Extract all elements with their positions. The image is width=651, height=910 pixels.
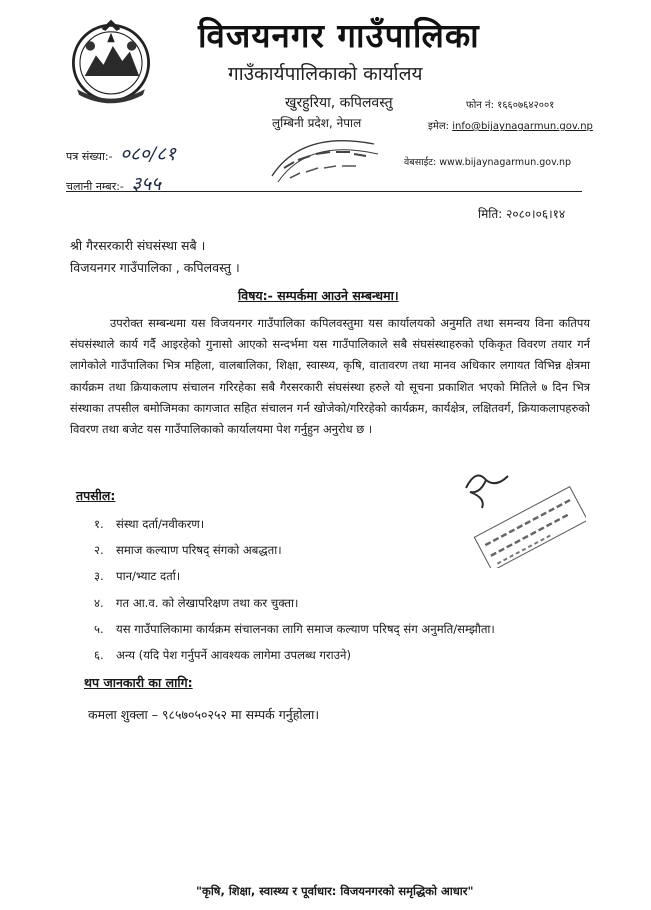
list-item <box>94 513 495 539</box>
letter-number-label: पत्र संख्या:- <box>66 150 113 163</box>
letter-number-value: ०८०/८१ <box>120 143 176 165</box>
list-item-number: ५. <box>94 621 104 636</box>
tapsil-heading: तपसील: <box>76 488 116 503</box>
dispatch-number-value: ३५५ <box>131 173 162 195</box>
org-name: विजयनगर गाउँपालिका <box>198 16 480 55</box>
body-paragraph: उपरोक्त सम्बन्धमा यस विजयनगर गाउँपालिका कपिलवस्तुमा यस कार्यालयको अनुमति तथा समन्वय विना कतिपय संघसंस्थाले कार्य गर्दै आइरहेको गुनासो आएको सन्दर्भमा यस गाउँपालिकाले सबै संघसंस्थाहरुको एकिकृत विवरण तयार गर्न लागेकोले गाउँपालिका भित्र महिला, वालबालिका, शिक्षा, स्वास्थ्य, कृषि, वातावरण तथा मानव अधिकार लगायत विभिन्न क्षेत्रमा कार्यक्रम तथा क्रियाकलाप संचालन गरिरहेका सबै गैरसरकारी संघसंस्था हरुले यो सूचना प्रकाशित भएको मितिले ७ दिन भित्र संस्थाका तपसील बमोजिमका कागजात सहित संचालन गर्न खोजेको/गरिरहेको कार्यक्रम, कार्यक्षेत्र, लक्षितवर्ग, क्रियाकलापहरुको विवरण तथा बजेट यस गाउँपालिकाको कार्यालयमा पेश गर्नुहुन अनुरोध छ । <box>70 316 590 437</box>
office-name: गाउँकार्यपालिकाको कार्यालय <box>228 63 423 85</box>
phone-value: १६६०७६४२००१ <box>497 100 555 111</box>
website-info <box>404 155 571 168</box>
list-item-text: गत आ.व. को लेखापरिक्षण तथा कर चुक्ता। <box>116 595 299 610</box>
letter-number <box>66 140 176 166</box>
phone-info <box>466 97 554 111</box>
phone-label: फोन नं: <box>466 100 494 111</box>
list-item-text: यस गाउँपालिकामा कार्यक्रम संचालनका लागि समाज कल्याण परिषद् संग अनुमति/सम्झौता। <box>116 621 495 636</box>
footer-slogan: "कृषि, शिक्षा, स्वास्थ्य र पूर्वाधार: विजयनगरको समृद्धिको आधार" <box>196 884 474 898</box>
list-item-text: अन्य (यदि पेश गर्नुपर्ने आवश्यक लागेमा उपलब्ध गराउने) <box>116 647 351 662</box>
list-item <box>94 539 495 565</box>
address-line2: लुम्बिनी प्रदेश, नेपाल <box>272 116 362 130</box>
email-link[interactable]: info@bijaynagarmun.gov.np <box>452 121 593 132</box>
website-label: वेबसाईट: <box>404 157 437 168</box>
list-item <box>94 618 495 644</box>
email-info <box>428 118 593 132</box>
list-item <box>94 592 495 618</box>
address-line1: खुरहुरिया, कपिलवस्तु <box>285 95 393 111</box>
dispatch-number <box>66 170 161 196</box>
requirements-list <box>94 513 495 670</box>
list-item-number: ६. <box>94 647 104 662</box>
office-stamp-icon <box>262 126 382 186</box>
contact-line: कमला शुक्ला – ९८५७०५०२५२ मा सम्पर्क गर्नुहोला। <box>88 707 320 722</box>
list-item-text: समाज कल्याण परिषद् संगको अबद्धता। <box>116 543 282 558</box>
info-heading: थप जानकारी का लागि: <box>84 675 193 690</box>
nepal-emblem-icon <box>64 14 158 108</box>
header-divider <box>66 191 582 192</box>
subject-line: विषय:- सम्पर्कमा आउने सम्बन्धमा। <box>238 288 399 303</box>
list-item-text: संस्था दर्ता/नवीकरण। <box>116 517 205 531</box>
letter-date: मिति: २०८०।०६।१४ <box>478 207 566 221</box>
list-item-number: २. <box>94 543 104 558</box>
email-label: इमेल: <box>428 121 450 132</box>
list-item-number: ४. <box>94 595 104 610</box>
dispatch-number-label: चलानी नम्बर:- <box>66 180 124 193</box>
list-item <box>94 565 495 591</box>
list-item-text: पान/भ्याट दर्ता। <box>116 569 181 584</box>
list-item-number: १. <box>94 517 104 531</box>
addressee-line1: श्री गैरसरकारी संघसंस्था सबै । <box>70 238 206 253</box>
list-item <box>94 644 495 670</box>
addressee-line2: विजयनगर गाउँपालिका , कपिलवस्तु । <box>70 260 240 275</box>
website-link[interactable]: www.bijaynagarmun.gov.np <box>439 157 572 168</box>
list-item-number: ३. <box>94 569 104 584</box>
